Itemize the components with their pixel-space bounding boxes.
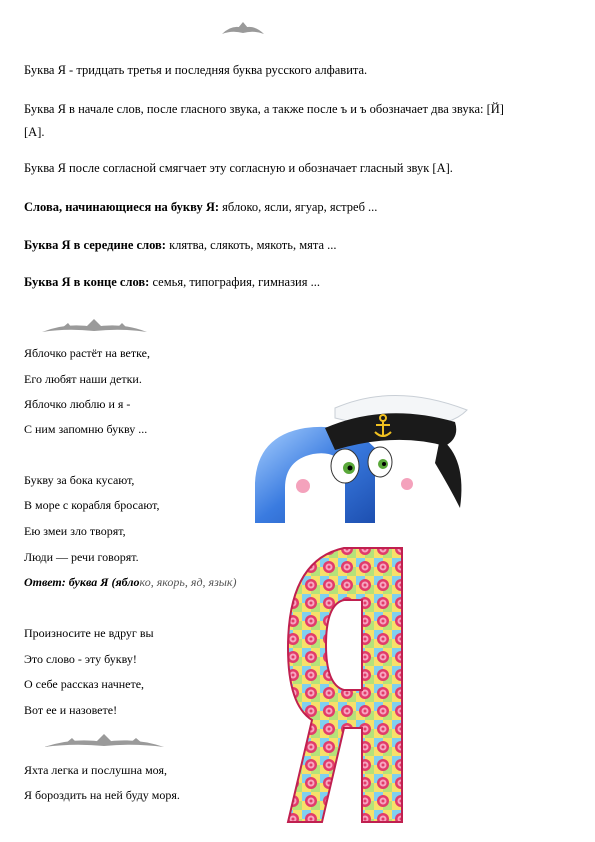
paragraph-words-middle: Буква Я в середине слов: клятва, слякоть, мякоть, мята ... [24, 238, 337, 252]
riddle-line-3: Ею змеи зло творят, [24, 524, 126, 538]
riddle-line-1: Букву за бока кусают, [24, 473, 135, 487]
paragraph-two-sounds-cont: [А]. [24, 125, 45, 139]
poem-apple-line-1: Яблочко растёт на ветке, [24, 346, 150, 360]
poem-yacht-line-2: Я бороздить на ней буду моря. [24, 788, 180, 802]
poem-apple-line-2: Его любят наши детки. [24, 372, 142, 386]
sailor-letter-mascot-image [245, 388, 470, 528]
paragraph-intro: Буква Я - тридцать третья и последняя буква русского алфавита. [24, 63, 368, 77]
riddle-line-2: В море с корабля бросают, [24, 498, 160, 512]
riddle-line-4: Люди — речи говорят. [24, 550, 139, 564]
top-ornament [222, 22, 264, 36]
paragraph-words-start: Слова, начинающиеся на букву Я: яблоко, ясли, ягуар, ястреб ... [24, 200, 378, 214]
divider-ornament-1 [42, 318, 147, 334]
poem-say-line-3: О себе рассказ начнете, [24, 677, 145, 691]
riddle-answer: Ответ: буква Я (яблоко, якорь, яд, язык) [24, 575, 237, 589]
poem-say-line-2: Это слово - эту букву! [24, 652, 137, 666]
poem-say-line-1: Произносите не вдруг вы [24, 626, 154, 640]
paragraph-two-sounds: Буква Я в начале слов, после гласного звука, а также после ъ и ъ обозначает два звука: [Й] [24, 102, 504, 116]
paragraph-soft-consonant: Буква Я после согласной смягчает эту согласную и обозначает гласный звук [А]. [24, 161, 453, 175]
divider-ornament-2 [44, 733, 164, 749]
poem-apple-line-3: Яблочко люблю и я - [24, 397, 131, 411]
paragraph-words-end: Буква Я в конце слов: семья, типография, гимназия ... [24, 275, 320, 289]
poem-yacht-line-1: Яхта легка и послушна моя, [24, 763, 167, 777]
poem-apple-line-4: С ним запомню букву ... [24, 422, 148, 436]
poem-say-line-4: Вот ее и назовете! [24, 703, 118, 717]
big-letter-ya-image [284, 540, 406, 835]
